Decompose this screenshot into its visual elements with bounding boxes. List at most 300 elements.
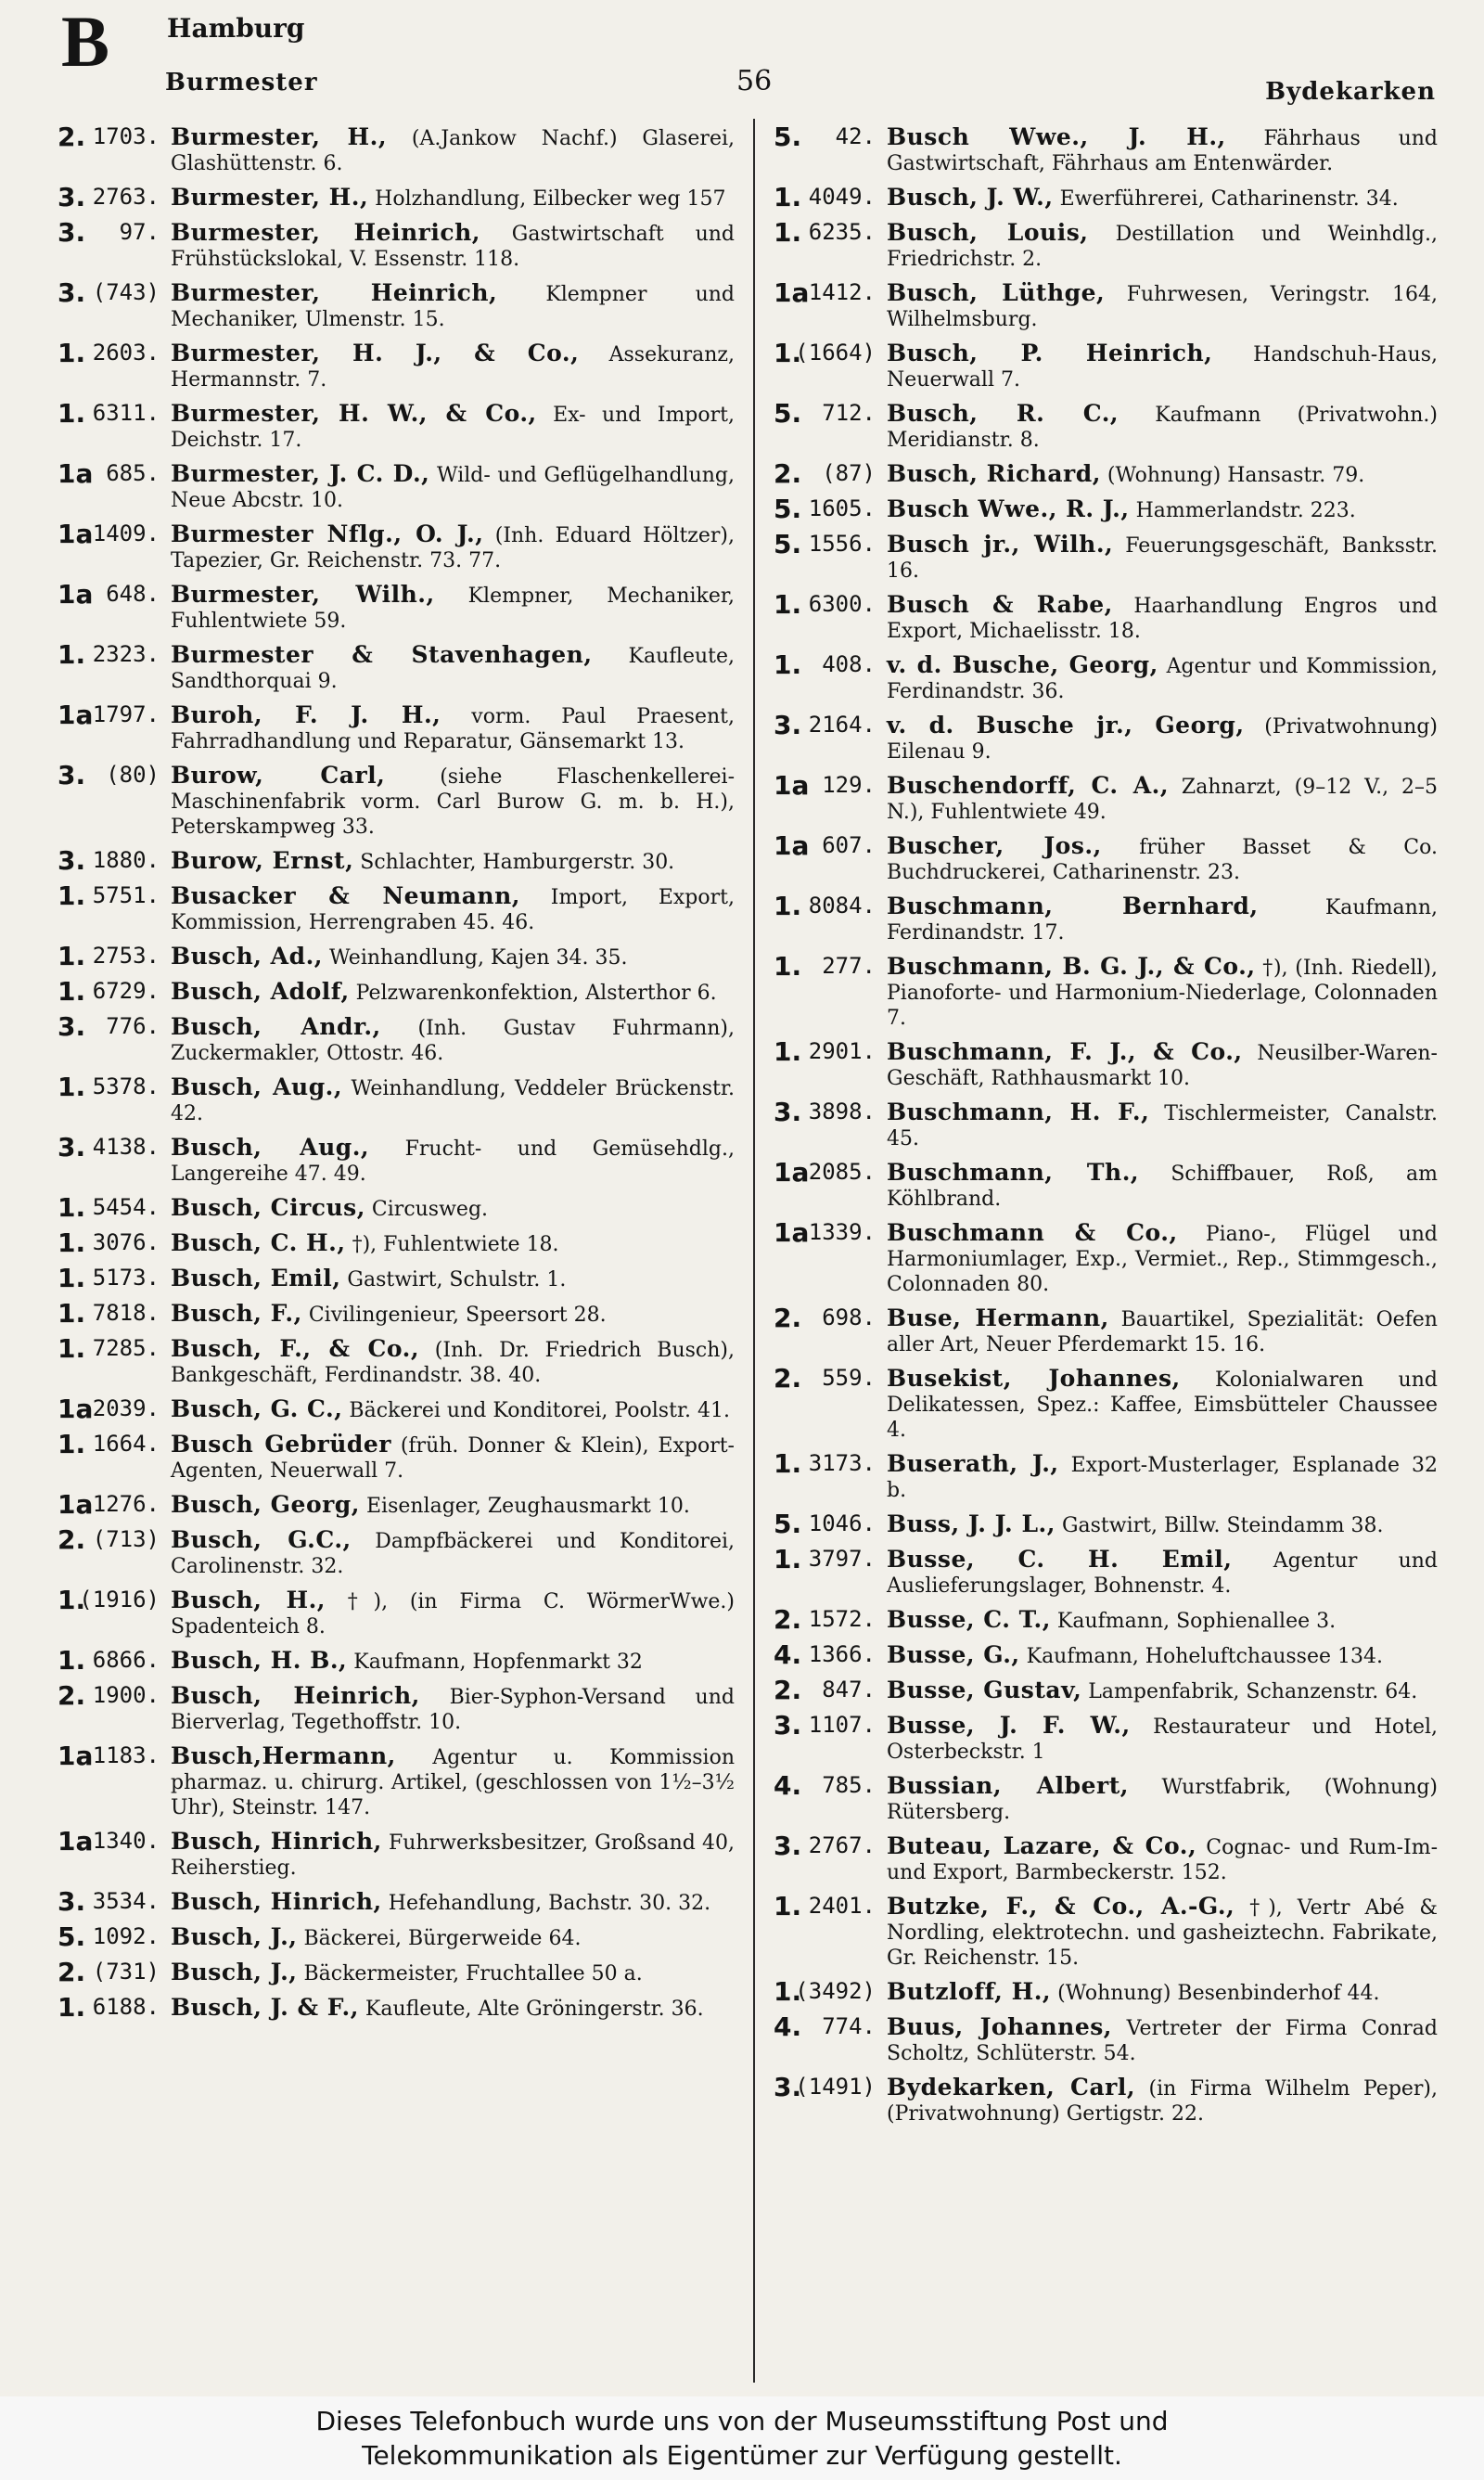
phone-number: (713) xyxy=(92,1526,160,1552)
subscriber-details: Eisenlager, Zeughausmarkt 10. xyxy=(359,1495,690,1518)
subscriber-details: Tischlermeister, Canalstr. 45. xyxy=(887,1102,1438,1150)
entry-text xyxy=(887,2075,1438,2127)
phone-number: 1107. xyxy=(808,1712,876,1738)
phone-number: 1183. xyxy=(92,1742,160,1768)
directory-entry xyxy=(58,1587,735,1639)
directory-entry xyxy=(58,1429,735,1484)
entry-text xyxy=(887,773,1438,825)
directory-entry xyxy=(774,1217,1438,1297)
exchange-index: 1a xyxy=(58,519,94,549)
subscriber-details: Holzhandlung, Eilbecker weg 157 xyxy=(368,187,726,211)
phone-number: 8084. xyxy=(808,893,876,919)
entry-text xyxy=(171,763,735,840)
phone-number: 1340. xyxy=(92,1828,160,1854)
phone-number: 5173. xyxy=(92,1265,160,1291)
subscriber-details: (siehe Flaschenkellerei-Maschinenfabrik vorm. Carl Burow G. m. b. H.), Peterskampweg 33. xyxy=(171,765,736,839)
entry-text xyxy=(887,1099,1438,1151)
entry-text xyxy=(171,280,735,332)
exchange-index: 5. xyxy=(774,1509,802,1539)
phone-number: 847. xyxy=(822,1677,876,1703)
phone-number: 3076. xyxy=(92,1229,160,1255)
subscriber-details: Gastwirt, Schulstr. 1. xyxy=(340,1268,567,1291)
directory-entry xyxy=(58,941,735,971)
subscriber-name: Busch, Georg, xyxy=(171,1491,360,1518)
entry-text xyxy=(887,496,1438,523)
exchange-index: 5. xyxy=(774,494,802,524)
phone-number: 1339. xyxy=(808,1219,876,1245)
directory-entry xyxy=(58,1489,735,1520)
exchange-index: 5. xyxy=(58,1921,86,1952)
exchange-index: 2. xyxy=(774,1303,802,1333)
subscriber-name: Busch, J. & F., xyxy=(171,1994,359,2021)
exchange-index: 1. xyxy=(774,1448,802,1479)
phone-number: 559. xyxy=(822,1365,876,1391)
subscriber-name: Buss, J. J. L., xyxy=(887,1510,1055,1537)
subscriber-name: Busch, Heinrich, xyxy=(171,1682,420,1709)
exchange-index: 1a xyxy=(774,277,810,308)
directory-entry xyxy=(774,458,1438,489)
subscriber-details: Import, Export, Kommission, Herrengraben 45. 46. xyxy=(171,886,735,934)
phone-number: 3797. xyxy=(808,1546,876,1572)
entry-text xyxy=(887,1642,1438,1669)
exchange-index: 4. xyxy=(774,1639,802,1670)
phone-number: (1916) xyxy=(79,1587,160,1613)
subscriber-details: Kaufmann, Sophienallee 3. xyxy=(1050,1610,1337,1633)
entry-text xyxy=(171,1336,735,1388)
phone-number: 6300. xyxy=(808,591,876,617)
subscriber-name: Busch, J. W., xyxy=(887,184,1054,211)
phone-number: 776. xyxy=(106,1013,160,1039)
directory-entry xyxy=(774,1976,1438,2007)
phone-number: 1092. xyxy=(92,1923,160,1949)
entry-text xyxy=(171,702,735,754)
subscriber-details: früher Basset & Co. Buchdruckerei, Catharinenstr. 23. xyxy=(887,836,1438,884)
subscriber-details: Schiffbauer, Roß, am Köhlbrand. xyxy=(887,1163,1438,1211)
subscriber-name: Busekist, Johannes, xyxy=(887,1365,1181,1392)
directory-entry xyxy=(774,277,1438,332)
subscriber-name: Bydekarken, Carl, xyxy=(887,2074,1136,2101)
exchange-index: 1. xyxy=(774,1544,802,1574)
subscriber-name: Busch, P. Heinrich, xyxy=(887,340,1213,366)
phone-number: 97. xyxy=(119,219,160,245)
exchange-index: 2. xyxy=(774,1675,802,1705)
directory-entry xyxy=(58,1074,735,1126)
exchange-index: 1. xyxy=(774,891,802,921)
subscriber-name: Busch, Circus, xyxy=(171,1194,365,1221)
subscriber-details: Klempner und Mechaniker, Ulmenstr. 15. xyxy=(171,283,735,331)
exchange-index: 1. xyxy=(58,1645,86,1676)
subscriber-name: Buschendorff, C. A., xyxy=(887,772,1170,799)
subscriber-name: Busch, G. C., xyxy=(171,1395,343,1422)
subscriber-details: Pelzwarenkonfektion, Alsterthor 6. xyxy=(349,982,717,1005)
subscriber-details: (Wohnung) Hansastr. 79. xyxy=(1100,464,1365,487)
phone-number: 408. xyxy=(822,651,876,677)
subscriber-name: Busch, Emil, xyxy=(171,1265,341,1291)
subscriber-name: Busch, Adolf, xyxy=(171,978,350,1005)
city-heading: Hamburg xyxy=(167,13,305,44)
phone-number: 277. xyxy=(822,953,876,979)
subscriber-details: Fuhrwerksbesitzer, Großsand 40, Reiherstieg. xyxy=(171,1831,735,1880)
subscriber-name: Buschmann, Th., xyxy=(887,1159,1140,1186)
directory-entry xyxy=(58,1227,735,1258)
phone-number: 129. xyxy=(822,772,876,798)
entry-text xyxy=(171,1683,735,1735)
subscriber-name: Burmester, Heinrich, xyxy=(171,219,480,246)
subscriber-name: Burmester, H. J., & Co., xyxy=(171,340,580,366)
entry-text xyxy=(887,1773,1438,1825)
entry-text xyxy=(171,883,735,935)
subscriber-details: †), (Inh. Riedell), Pianoforte- und Harmonium-Niederlage, Colonnaden 7. xyxy=(887,957,1438,1030)
directory-entry xyxy=(774,1036,1438,1091)
subscriber-details: Assekuranz, Hermannstr. 7. xyxy=(171,343,735,392)
phone-number: 3173. xyxy=(808,1450,876,1476)
directory-entry xyxy=(774,1710,1439,1765)
directory-entry xyxy=(58,639,735,694)
phone-number: 1797. xyxy=(92,701,160,727)
phone-number: 6866. xyxy=(92,1647,160,1673)
subscriber-name: Burmester, Wilh., xyxy=(171,581,435,608)
subscriber-name: Buschmann, H. F., xyxy=(887,1099,1150,1125)
entry-text xyxy=(171,1960,735,1986)
footer-notice xyxy=(0,2396,1484,2480)
subscriber-details: Kaufleute, Sandthorquai 9. xyxy=(171,645,735,693)
directory-entry xyxy=(58,1298,735,1329)
phone-number: (1491) xyxy=(795,2074,876,2100)
phone-number: 712. xyxy=(822,400,876,426)
subscriber-name: Busch, Lüthge, xyxy=(887,279,1106,306)
subscriber-details: Bauartikel, Spezialität: Oefen aller Art, Neuer Pferdemarkt 15. 16. xyxy=(887,1308,1438,1356)
subscriber-details: Handschuh-Haus, Neuerwall 7. xyxy=(887,343,1438,392)
phone-number: 2753. xyxy=(92,943,160,969)
exchange-index: 1a xyxy=(774,770,810,801)
exchange-index: 2. xyxy=(774,1604,802,1635)
entry-text xyxy=(171,642,735,694)
entry-text xyxy=(887,401,1438,453)
subscriber-details: Civilingenieur, Speersort 28. xyxy=(301,1304,607,1327)
phone-number: 774. xyxy=(822,2013,876,2039)
directory-entry xyxy=(774,1677,1438,1704)
subscriber-details: Hefehandlung, Bachstr. 30. 32. xyxy=(381,1892,711,1915)
exchange-index: 1. xyxy=(58,941,86,971)
phone-number: (87) xyxy=(822,460,876,486)
subscriber-name: Burow, Ernst, xyxy=(171,847,354,874)
exchange-index: 1. xyxy=(58,338,86,368)
subscriber-details: Export-Musterlager, Esplanade 32 b. xyxy=(887,1454,1438,1502)
left-column xyxy=(58,124,735,2030)
subscriber-details: Ex- und Import, Deichstr. 17. xyxy=(171,404,735,452)
subscriber-details: Kaufmann, Hoheluftchaussee 134. xyxy=(1019,1645,1383,1668)
phone-number: 648. xyxy=(106,581,160,607)
directory-entry xyxy=(774,770,1438,825)
exchange-index: 1a xyxy=(58,1826,94,1857)
phone-number: (3492) xyxy=(795,1978,876,2004)
entry-text xyxy=(887,1894,1438,1971)
exchange-index: 1. xyxy=(58,1263,86,1293)
phone-number: 2401. xyxy=(808,1893,876,1919)
exchange-index: 1. xyxy=(58,1333,86,1364)
subscriber-name: Burmester, H., xyxy=(171,123,388,150)
directory-entry xyxy=(58,1333,735,1388)
exchange-index: 1a xyxy=(774,830,810,861)
subscriber-name: Butzke, F., & Co., A.-G., xyxy=(887,1893,1235,1920)
subscriber-details: Schlachter, Hamburgerstr. 30. xyxy=(353,851,675,874)
phone-number: (731) xyxy=(92,1959,160,1985)
exchange-index: 1. xyxy=(774,1036,802,1067)
phone-number: 2039. xyxy=(92,1395,160,1421)
phone-number: 1412. xyxy=(808,279,876,305)
directory-entry xyxy=(58,1921,735,1952)
subscriber-details: †), (in Firma C. WörmerWwe.) Spadenteich 8. xyxy=(171,1590,736,1638)
entry-text xyxy=(171,341,735,392)
subscriber-name: Busch, Hinrich, xyxy=(171,1888,382,1915)
subscriber-name: Busch, Richard, xyxy=(887,460,1101,487)
directory-entry xyxy=(774,2011,1438,2066)
subscriber-name: Busch, Ad., xyxy=(171,943,323,970)
directory-entry xyxy=(58,845,735,876)
subscriber-name: Buschmann, B. G. J., & Co., xyxy=(887,953,1256,980)
entry-text xyxy=(887,220,1438,272)
subscriber-name: Busse, Gustav, xyxy=(887,1677,1082,1703)
exchange-index: 1a xyxy=(58,1394,94,1424)
subscriber-details: Weinhandlung, Veddeler Brückenstr. 42. xyxy=(171,1077,735,1125)
directory-entry xyxy=(774,1511,1438,1538)
subscriber-details: Bier-Syphon-Versand und Bierverlag, Tegethoffstr. 10. xyxy=(171,1686,735,1734)
exchange-index: 3. xyxy=(774,1710,802,1741)
subscriber-details: Restaurateur und Hotel, Osterbeckstr. 1 xyxy=(887,1715,1439,1764)
subscriber-name: Buse, Hermann, xyxy=(887,1304,1109,1331)
entry-text xyxy=(887,1547,1438,1599)
subscriber-name: Burmester, Heinrich, xyxy=(171,279,498,306)
subscriber-details: Neusilber-Waren-Geschäft, Rathhausmarkt 10. xyxy=(887,1042,1438,1090)
exchange-index: 1. xyxy=(58,1192,86,1223)
entry-text xyxy=(887,461,1438,488)
subscriber-details: (A.Jankow Nachf.) Glaserei, Glashüttenstr. 6. xyxy=(171,127,735,175)
exchange-index: 1. xyxy=(774,217,802,248)
subscriber-name: Buroh, F. J. H., xyxy=(171,701,441,728)
directory-entry xyxy=(774,649,1438,704)
subscriber-name: Buscher, Jos., xyxy=(887,832,1102,859)
subscriber-name: Butzloff, H., xyxy=(887,1978,1052,2005)
exchange-index: 1. xyxy=(774,951,802,982)
entry-text xyxy=(887,1979,1438,2006)
left-keyword: Burmester xyxy=(165,69,318,96)
directory-entry xyxy=(58,1396,735,1423)
subscriber-name: Burow, Carl, xyxy=(171,762,386,789)
directory-entry xyxy=(58,398,735,453)
directory-entry xyxy=(58,760,736,840)
exchange-index: 1. xyxy=(58,1072,86,1102)
entry-text xyxy=(171,1527,735,1579)
phone-number: 7285. xyxy=(92,1335,160,1361)
directory-entry xyxy=(774,1604,1438,1635)
subscriber-name: Busacker & Neumann, xyxy=(171,882,520,909)
directory-entry xyxy=(58,976,735,1007)
phone-number: (743) xyxy=(92,279,160,305)
subscriber-name: Busch, F., xyxy=(171,1300,302,1327)
phone-number: 3534. xyxy=(92,1888,160,1914)
directory-entry xyxy=(774,496,1438,523)
exchange-index: 3. xyxy=(58,182,86,212)
subscriber-name: Buschmann, F. J., & Co., xyxy=(887,1038,1243,1065)
subscriber-name: Buteau, Lazare, & Co., xyxy=(887,1832,1197,1859)
subscriber-name: Busch Gebrüder xyxy=(171,1431,391,1458)
subscriber-name: Busch, R. C., xyxy=(887,400,1119,427)
phone-number: 1366. xyxy=(808,1641,876,1667)
entry-text xyxy=(887,652,1438,704)
subscriber-name: Burmester & Stavenhagen, xyxy=(171,641,593,668)
phone-number: (1664) xyxy=(795,340,876,366)
subscriber-details: Ewerführerei, Catharinenstr. 34. xyxy=(1053,187,1399,211)
exchange-index: 3. xyxy=(58,277,86,308)
entry-text xyxy=(887,713,1438,765)
entry-text xyxy=(887,124,1438,176)
phone-number: 6188. xyxy=(92,1994,160,2020)
exchange-index: 1. xyxy=(58,1429,86,1459)
directory-entry xyxy=(58,1886,735,1917)
directory-entry xyxy=(774,529,1438,584)
subscriber-details: (früh. Donner & Klein), Export-Agenten, Neuerwall 7. xyxy=(171,1434,735,1483)
entry-text xyxy=(171,1301,735,1328)
footer-line-2: Telekommunikation als Eigentümer zur Verfügung gestellt. xyxy=(362,2440,1122,2471)
exchange-index: 1. xyxy=(58,880,86,911)
exchange-index: 3. xyxy=(58,1011,86,1042)
subscriber-name: Buschmann & Co., xyxy=(887,1219,1178,1246)
phone-number: 4049. xyxy=(808,184,876,210)
directory-entry xyxy=(774,1363,1438,1443)
subscriber-details: Kaufmann (Privatwohn.) Meridianstr. 8. xyxy=(887,404,1438,452)
phone-number: 785. xyxy=(822,1772,876,1798)
entry-text xyxy=(171,185,735,212)
directory-entry xyxy=(774,1099,1438,1151)
subscriber-name: v. d. Busche, Georg, xyxy=(887,651,1158,678)
phone-number: 685. xyxy=(106,460,160,486)
subscriber-details: (Inh. Gustav Fuhrmann), Zuckermakler, Ottostr. 46. xyxy=(171,1017,735,1065)
phone-number: 6729. xyxy=(92,978,160,1004)
subscriber-details: Feuerungsgeschäft, Banksstr. 16. xyxy=(887,534,1438,583)
exchange-index: 5. xyxy=(774,398,802,429)
entry-text xyxy=(171,1195,735,1222)
exchange-index: 1. xyxy=(58,1298,86,1329)
exchange-index: 1. xyxy=(58,976,86,1007)
subscriber-name: Burmester, H., xyxy=(171,184,369,211)
subscriber-details: Gastwirt, Billw. Steindamm 38. xyxy=(1055,1514,1384,1537)
phone-number: 1572. xyxy=(808,1606,876,1632)
subscriber-name: Busch, Aug., xyxy=(171,1073,343,1100)
exchange-index: 3. xyxy=(58,845,86,876)
subscriber-name: Busch jr., Wilh., xyxy=(887,531,1114,558)
subscriber-details: Hammerlandstr. 223. xyxy=(1129,499,1356,522)
subscriber-details: Lampenfabrik, Schanzenstr. 64. xyxy=(1081,1680,1418,1703)
exchange-index: 5. xyxy=(774,529,802,559)
subscriber-name: Busch, F., & Co., xyxy=(171,1335,420,1362)
directory-entry xyxy=(774,1544,1439,1599)
subscriber-name: Busch, H. B., xyxy=(171,1647,348,1674)
directory-entry xyxy=(774,2072,1439,2127)
subscriber-details: Agentur und Kommission, Ferdinandstr. 36. xyxy=(887,655,1438,703)
subscriber-details: †), Vertr Abé & Nordling, elektrotechn. und gasheiztechn. Fabrikate, Gr. Reichenstr. 15. xyxy=(887,1896,1438,1970)
exchange-index: 3. xyxy=(58,1886,86,1917)
directory-entry xyxy=(774,589,1438,644)
subscriber-name: Busch, Hinrich, xyxy=(171,1828,382,1855)
exchange-index: 1. xyxy=(58,1992,86,2023)
entry-text xyxy=(171,1014,735,1066)
subscriber-details: Wild- und Geflügelhandlung, Neue Abcstr. 10. xyxy=(171,464,736,512)
directory-entry xyxy=(774,1448,1438,1503)
page-number: 56 xyxy=(736,65,773,97)
phone-number: 2603. xyxy=(92,340,160,366)
entry-text xyxy=(171,1492,735,1519)
entry-text xyxy=(171,124,735,176)
subscriber-name: Busch Wwe., J. H., xyxy=(887,123,1226,150)
exchange-index: 2. xyxy=(774,458,802,489)
phone-number: 1900. xyxy=(92,1682,160,1708)
exchange-index: 1a xyxy=(58,1741,94,1771)
subscriber-details: Klempner, Mechaniker, Fuhlentwiete 59. xyxy=(171,585,735,633)
exchange-index: 1. xyxy=(58,398,86,429)
exchange-index: 1. xyxy=(58,1585,86,1615)
entry-text xyxy=(887,1677,1438,1704)
directory-entry xyxy=(58,217,735,272)
exchange-index: 3. xyxy=(58,217,86,248)
phone-number: 6311. xyxy=(92,400,160,426)
entry-text xyxy=(171,1230,735,1257)
entry-text xyxy=(171,1889,735,1916)
phone-number: 698. xyxy=(822,1304,876,1330)
subscriber-name: Buus, Johannes, xyxy=(887,2013,1112,2040)
directory-entry xyxy=(774,1770,1438,1825)
subscriber-details: Kaufmann, Hopfenmarkt 32 xyxy=(347,1651,643,1674)
exchange-index: 3. xyxy=(774,2072,802,2102)
phone-number: 5378. xyxy=(92,1073,160,1099)
subscriber-name: Busch, J., xyxy=(171,1923,298,1950)
entry-text xyxy=(171,220,735,272)
entry-text xyxy=(887,280,1438,332)
exchange-index: 1. xyxy=(58,1227,86,1258)
exchange-index: 1a xyxy=(58,700,94,730)
entry-text xyxy=(887,341,1438,392)
entry-text xyxy=(887,893,1438,945)
exchange-index: 1. xyxy=(774,1891,802,1921)
entry-text xyxy=(887,185,1438,212)
subscriber-name: Busse, C. T., xyxy=(887,1606,1051,1633)
entry-text xyxy=(887,2014,1438,2066)
exchange-index: 2. xyxy=(58,122,86,152)
subscriber-name: v. d. Busche jr., Georg, xyxy=(887,712,1245,739)
exchange-index: 1a xyxy=(58,458,94,489)
subscriber-name: Busse, J. F. W., xyxy=(887,1712,1131,1739)
directory-entry xyxy=(58,182,735,212)
phone-number: 5454. xyxy=(92,1194,160,1220)
exchange-index: 1a xyxy=(58,579,94,610)
subscriber-details: (Wohnung) Besenbinderhof 44. xyxy=(1051,1982,1380,2005)
directory-entry xyxy=(774,217,1438,272)
subscriber-details: Vertreter der Firma Conrad Scholtz, Schlüterstr. 54. xyxy=(887,2017,1438,2065)
exchange-index: 2. xyxy=(58,1957,86,1987)
entry-text xyxy=(171,1587,735,1639)
phone-number: 2901. xyxy=(808,1038,876,1064)
entry-text xyxy=(887,1833,1438,1885)
subscriber-details: Kaufleute, Alte Gröningerstr. 36. xyxy=(358,1998,704,2021)
exchange-index: 2. xyxy=(58,1524,86,1555)
directory-entry xyxy=(58,1524,735,1579)
column-divider xyxy=(753,119,755,2383)
entry-text xyxy=(171,521,735,573)
directory-entry xyxy=(58,277,735,332)
subscriber-name: Busse, G., xyxy=(887,1641,1020,1668)
subscriber-details: vorm. Paul Praesent, Fahrradhandlung und Reparatur, Gänsemarkt 13. xyxy=(171,705,735,753)
directory-entry xyxy=(774,1833,1438,1885)
phone-number: 1556. xyxy=(808,531,876,557)
